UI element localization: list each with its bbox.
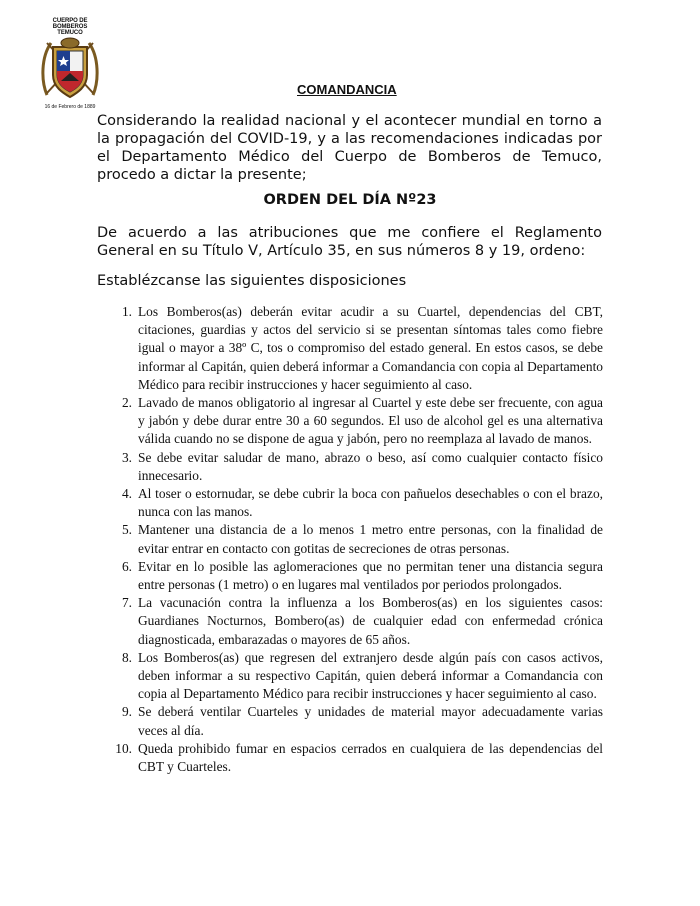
list-item-text: La vacunación contra la influenza a los Bomberos(as) en los siguientes casos: Guardianes Nocturnos, Bombero(as) de cualquier edad con enfermedad crónica diagnosticada, embarazadas o mayores de 65 años. <box>138 595 603 647</box>
list-item <box>113 485 603 521</box>
list-item <box>113 594 603 649</box>
dispositions-intro: Establézcanse las siguientes disposiciones <box>97 273 407 289</box>
list-item <box>113 449 603 485</box>
list-item-number: 4. <box>121 486 132 502</box>
list-item-number: 5. <box>121 522 132 538</box>
list-item-number: 7. <box>121 595 132 611</box>
fire-brigade-crest-icon <box>41 37 99 105</box>
list-item-text: Queda prohibido fumar en espacios cerrados en cualquiera de las dependencias del CBT y Cuarteles. <box>138 740 603 775</box>
logo-top-line-2: TEMUCO <box>57 30 83 36</box>
intro-paragraph: Considerando la realidad nacional y el acontecer mundial en torno a la propagación del COVID-19, y a las recomendaciones indicadas por el Departamento Médico del Cuerpo de Bomberos de Temuco, procedo a dictar la presente; <box>97 113 602 183</box>
organization-logo <box>36 18 104 110</box>
list-item <box>113 703 603 739</box>
list-item <box>113 521 603 557</box>
page-heading: COMANDANCIA <box>297 82 397 97</box>
dispositions-list <box>113 303 603 776</box>
list-item-number: 6. <box>121 558 132 574</box>
list-item <box>113 649 603 704</box>
list-item <box>113 558 603 594</box>
list-item <box>113 303 603 394</box>
list-item-number: 9. <box>121 704 132 720</box>
list-item-number: 2. <box>121 395 132 411</box>
list-item <box>113 740 603 776</box>
orden-title: ORDEN DEL DÍA Nº23 <box>263 192 437 208</box>
list-item-text: Lavado de manos obligatorio al ingresar al Cuartel y este debe ser frecuente, con agua y jabón y debe durar entre 30 a 60 segundos. El uso de alcohol gel es una alternativa válida cuando no se dispone de agua y jabón, pero no reemplaza al lavado de manos. <box>138 395 603 447</box>
logo-ribbon: 16 de Febrero de 1889 <box>44 104 96 110</box>
list-item <box>113 394 603 449</box>
list-item-text: Los Bomberos(as) que regresen del extranjero desde algún país con casos activos, deben informar a su respectivo Capitán, quien deberá informar a Comandancia con copia al Departamento Médico para recibir instrucciones y hacer seguimiento al caso. <box>138 649 603 702</box>
list-item-text: Mantener una distancia de a lo menos 1 metro entre personas, con la finalidad de evitar entrar en contacto con gotitas de secreciones de otras personas. <box>138 522 603 556</box>
acuerdo-paragraph: De acuerdo a las atribuciones que me confiere el Reglamento General en su Título V, Artículo 35, en sus números 8 y 19, ordeno: <box>97 225 602 259</box>
logo-top-line-1: CUERPO DE BOMBEROS <box>52 18 88 30</box>
list-item-number: 8. <box>121 649 132 665</box>
list-item-text: Se debe evitar saludar de mano, abrazo o beso, así como cualquier contacto físico innecesario. <box>138 449 603 483</box>
list-item-text: Los Bomberos(as) deberán evitar acudir a su Cuartel, dependencias del CBT, citaciones, guardias y actos del servicio si se presentan síntomas tales como fiebre igual o mayor a 38º C, tos o compromiso del estado general. En estos casos, se debe informar al Capitán, quien deberá informar a Comandancia con copia al Departamento Médico para recibir instrucciones y hacer seguimiento al caso. <box>138 304 603 392</box>
list-item-number: 3. <box>121 449 132 465</box>
list-item-number: 1. <box>121 304 132 319</box>
list-item-number: 10. <box>115 740 132 756</box>
list-item-text: Al toser o estornudar, se debe cubrir la boca con pañuelos desechables o con el brazo, nunca con las manos. <box>138 486 603 520</box>
list-item-text: Se deberá ventilar Cuarteles y unidades de material mayor adecuadamente varias veces al día. <box>138 704 603 738</box>
list-item-text: Evitar en lo posible las aglomeraciones que no permitan tener una distancia segura entre personas (1 metro) o en lugares mal ventilados por periodos prolongados. <box>138 558 603 593</box>
